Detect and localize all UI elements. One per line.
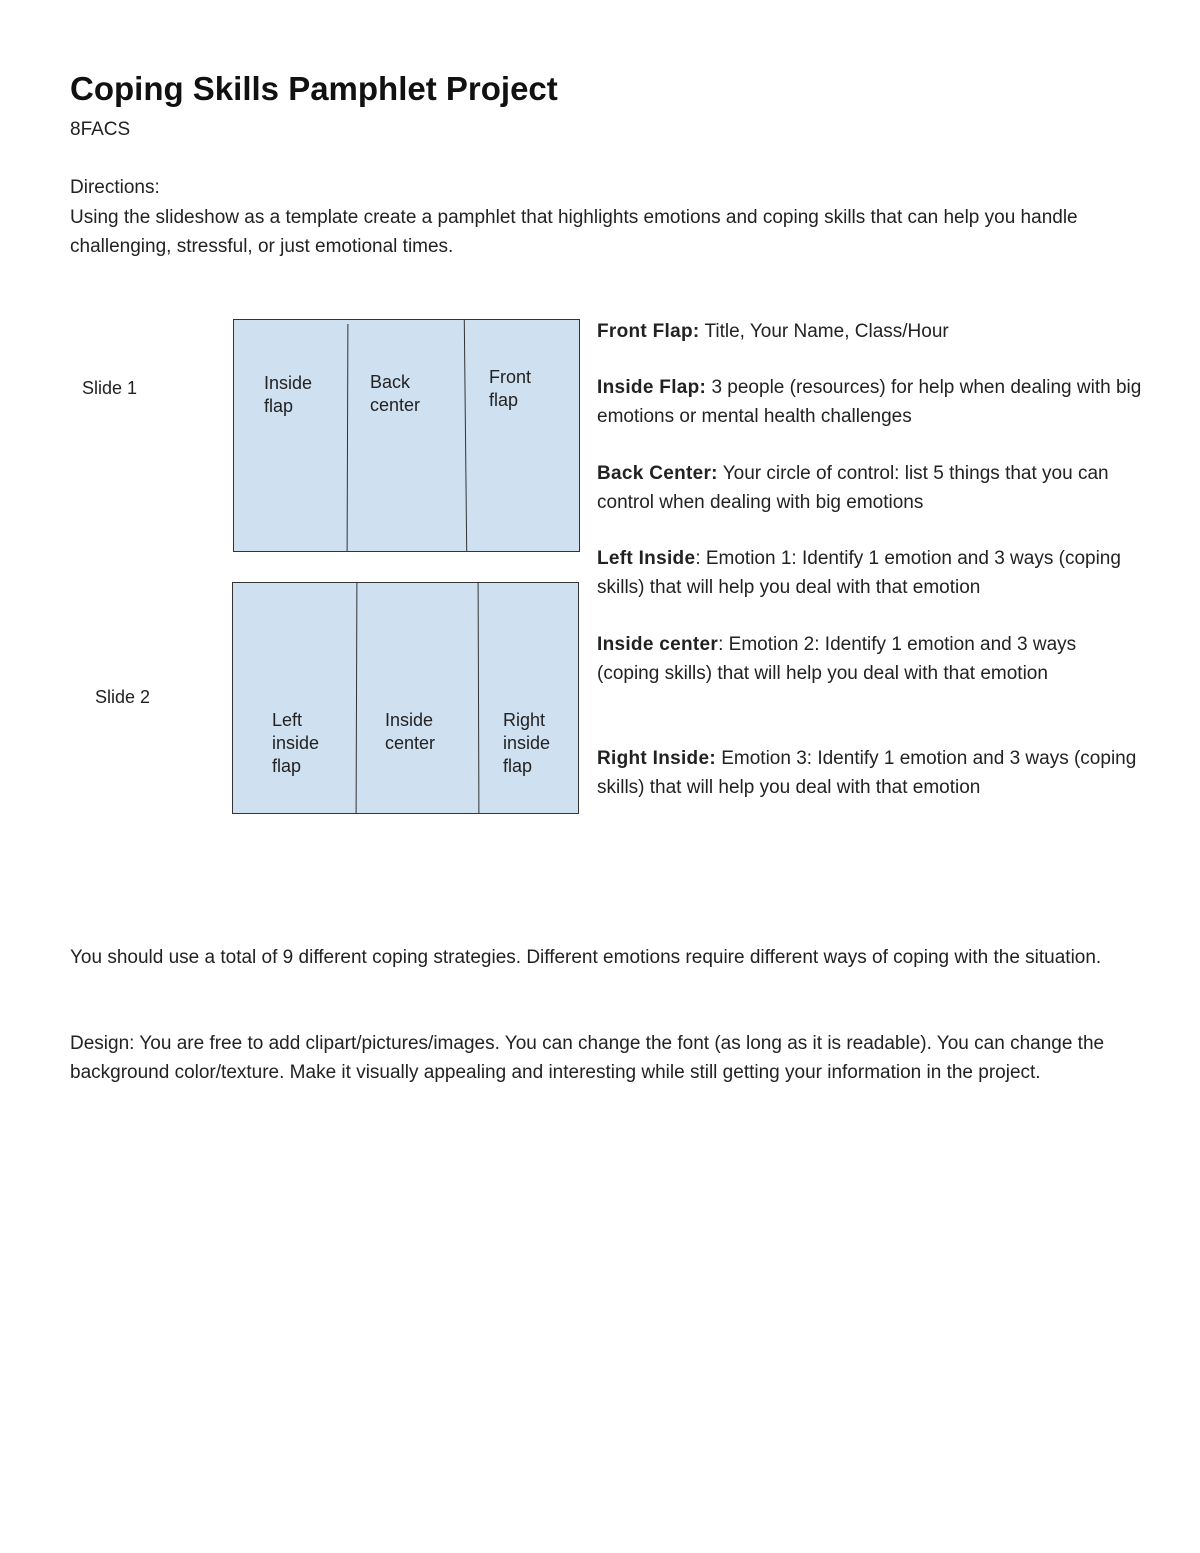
desc-body: Title, Your Name, Class/Hour bbox=[699, 321, 949, 342]
desc-body: : Emotion 2: Identify 1 emotion and 3 ways (coping skills) that will help you deal with that emotion bbox=[597, 634, 1077, 684]
panel-right-inside-flap: Right inside flap bbox=[503, 710, 551, 776]
class-code: 8FACS bbox=[70, 119, 131, 140]
panel-front-flap: Front flap bbox=[489, 367, 532, 410]
desc-left-inside bbox=[597, 544, 1142, 602]
desc-heading: Left Inside bbox=[597, 548, 696, 569]
desc-body: 3 people (resources) for help when dealing with big emotions or mental health challenges bbox=[597, 377, 1142, 427]
slide-2-divider-2 bbox=[478, 583, 480, 814]
panel-left-inside-flap: Left inside flap bbox=[272, 710, 320, 776]
desc-heading: Front Flap: bbox=[597, 321, 700, 342]
slide-1-label: Slide 1 bbox=[82, 378, 138, 398]
slide-1-divider-1 bbox=[347, 324, 349, 552]
strategies-note: You should use a total of 9 different coping strategies. Different emotions require different ways of coping with the situation. bbox=[70, 947, 1102, 968]
panel-inside-center: Inside center bbox=[385, 710, 436, 753]
desc-front-flap bbox=[597, 317, 1142, 346]
slide-1-divider-2 bbox=[464, 320, 467, 552]
desc-back-center bbox=[597, 459, 1142, 517]
desc-heading: Inside Flap: bbox=[597, 377, 707, 398]
slide-2-diagram bbox=[232, 582, 579, 814]
panel-back-center: Back center bbox=[370, 372, 421, 415]
desc-heading: Inside center bbox=[597, 634, 719, 655]
desc-heading: Back Center: bbox=[597, 463, 718, 484]
desc-body: Your circle of control: list 5 things that you can control when dealing with big emotions bbox=[597, 463, 1109, 513]
slide-2-divider-1 bbox=[356, 583, 358, 814]
slide-1-diagram bbox=[233, 319, 580, 552]
desc-body: : Emotion 1: Identify 1 emotion and 3 ways (coping skills) that will help you deal with that emotion bbox=[597, 548, 1121, 598]
directions-label: Directions: bbox=[70, 177, 160, 198]
desc-right-inside bbox=[597, 744, 1142, 802]
directions-text: Using the slideshow as a template create a pamphlet that highlights emotions and coping skills that can help you handle challenging, stressful, or just emotional times. bbox=[70, 207, 1078, 257]
panel-inside-flap: Inside flap bbox=[264, 373, 313, 416]
desc-body: Emotion 3: Identify 1 emotion and 3 ways (coping skills) that will help you deal with that emotion bbox=[597, 748, 1137, 798]
desc-inside-center bbox=[597, 630, 1142, 688]
page-title: Coping Skills Pamphlet Project bbox=[70, 70, 558, 107]
slide-2-label: Slide 2 bbox=[95, 687, 151, 707]
desc-heading: Right Inside: bbox=[597, 748, 716, 769]
design-note: Design: You are free to add clipart/pictures/images. You can change the font (as long as it is readable). You can change the background color/texture. Make it visually appealing and interesting while still getting your information in the project. bbox=[70, 1033, 1105, 1083]
desc-inside-flap bbox=[597, 373, 1142, 431]
